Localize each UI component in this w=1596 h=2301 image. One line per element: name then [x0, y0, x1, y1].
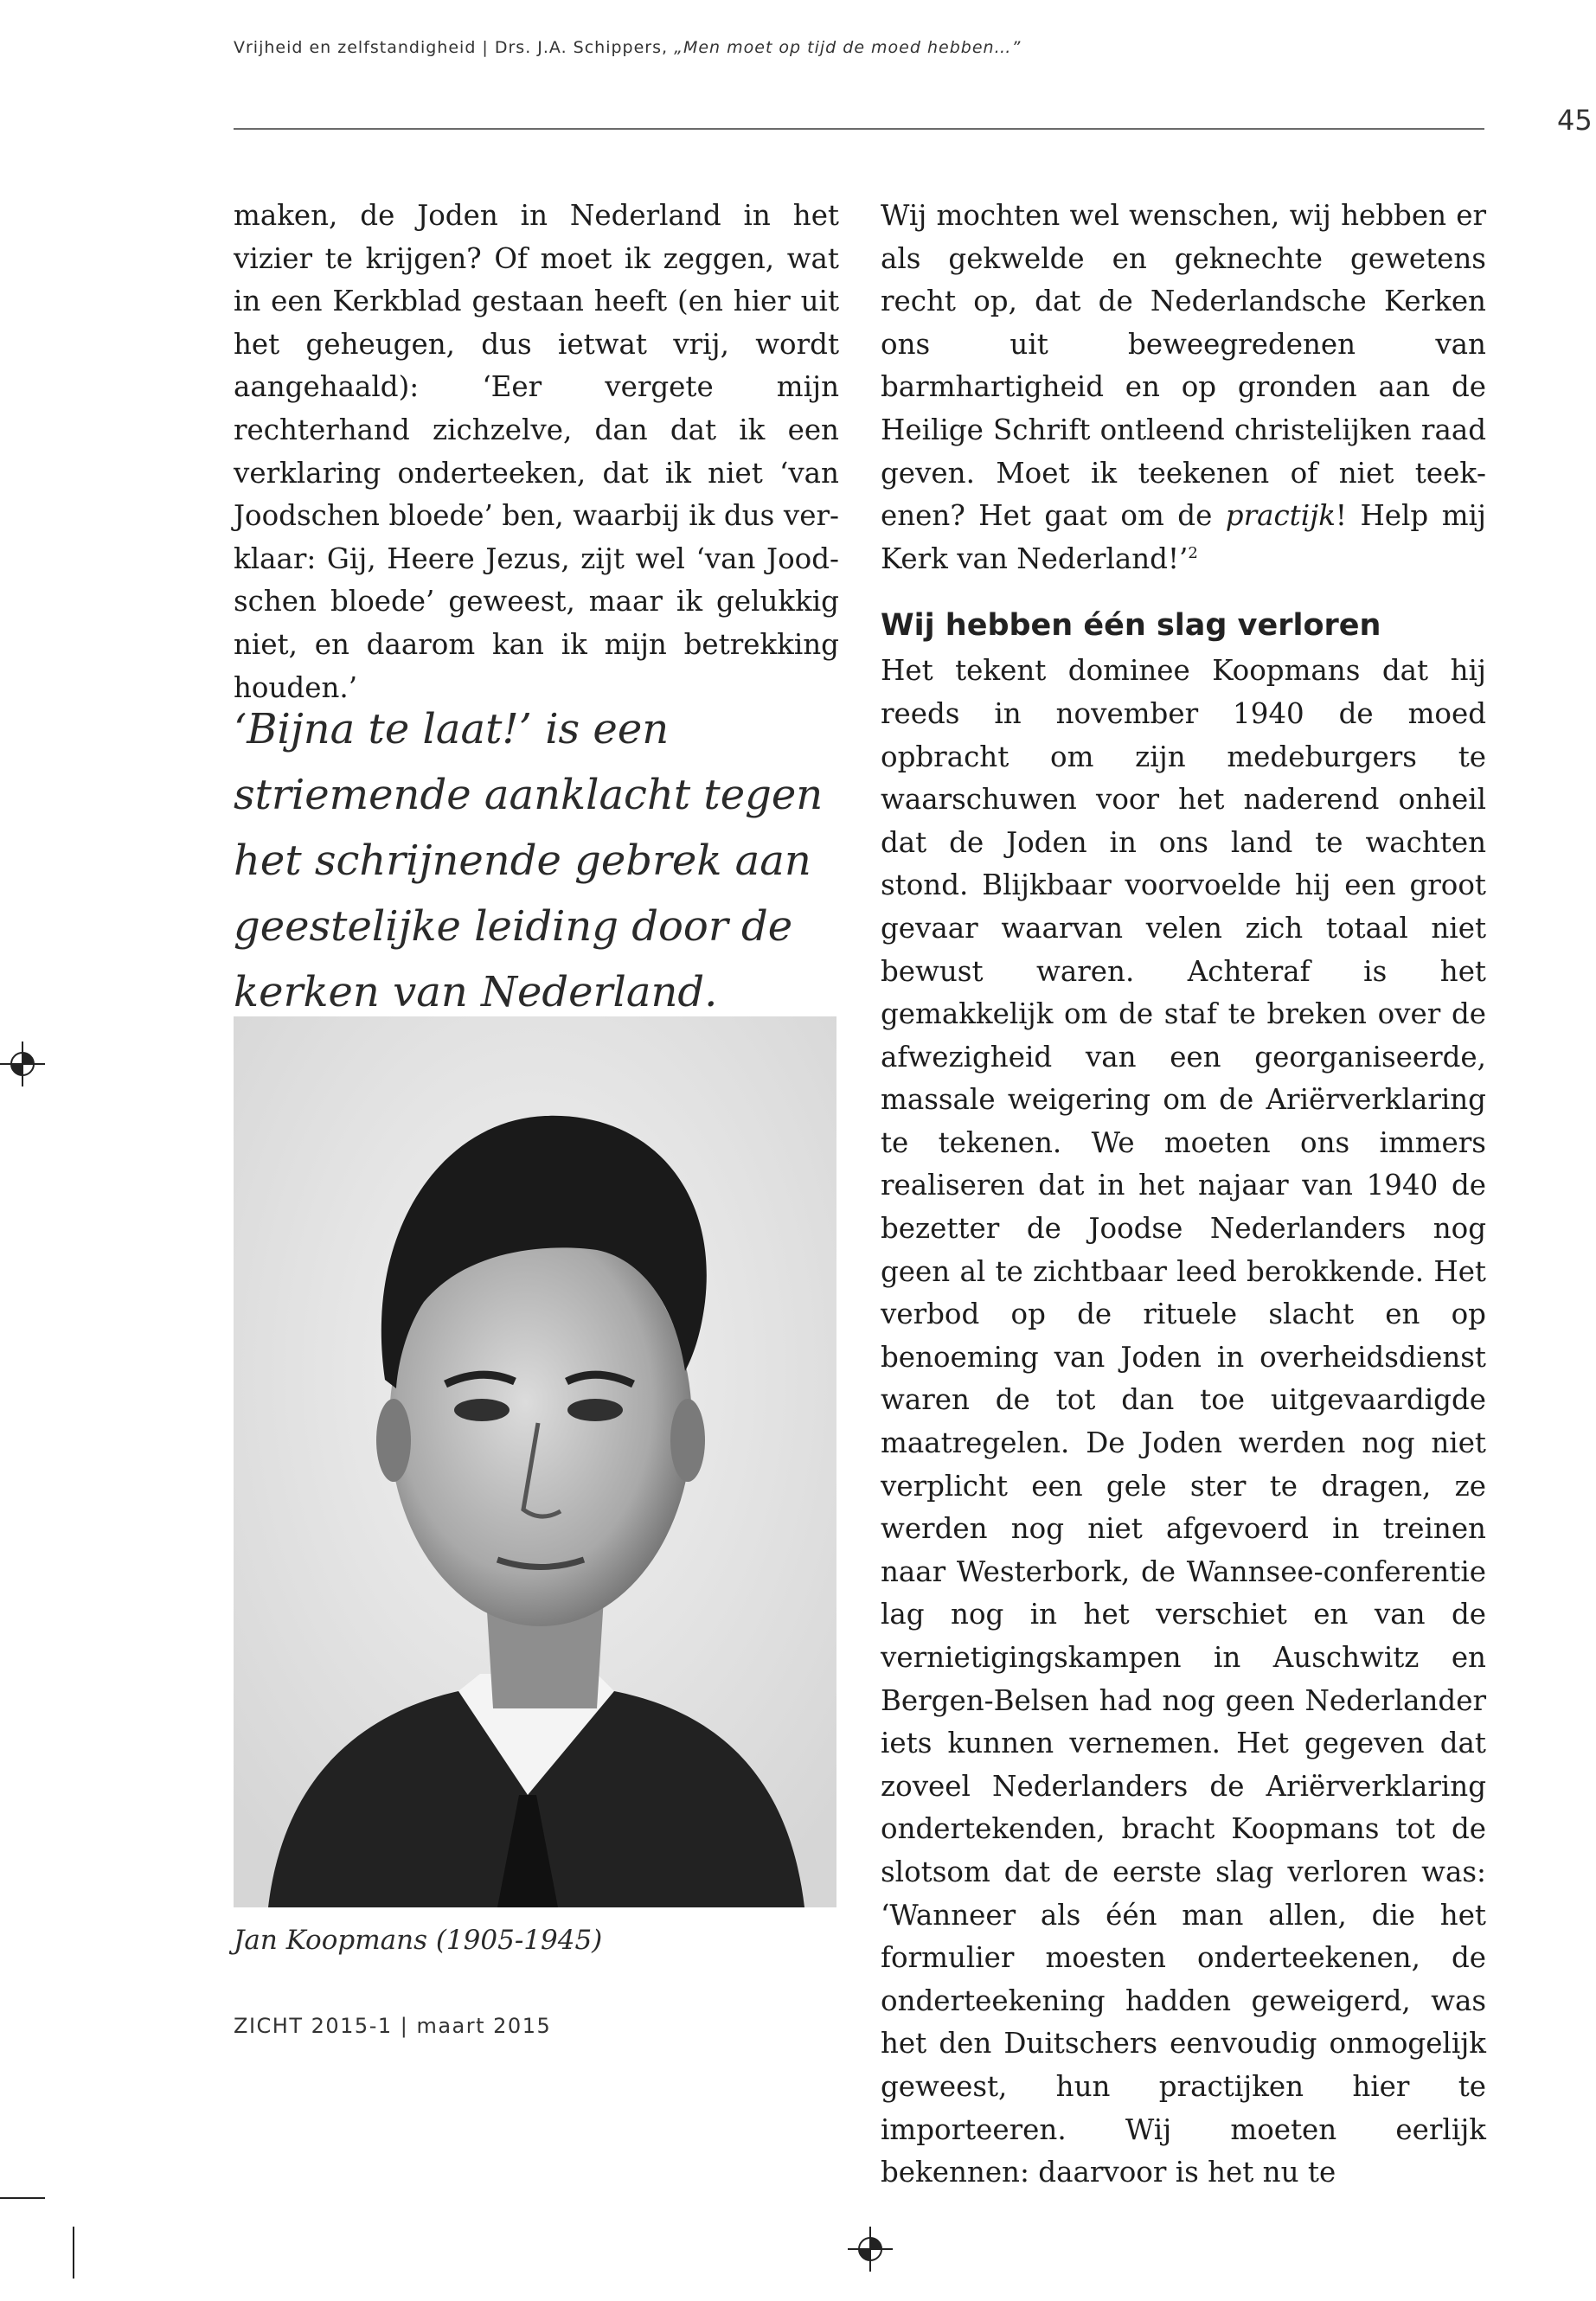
footnote-ref[interactable]: 2 — [1188, 543, 1198, 562]
left-paragraph: maken, de Joden in Nederland in het vizier te krijgen? Of moet ik zeggen, wat in een Kerkblad gestaan heeft (en hier uit het geheugen, dus ietwat vrij, wordt aangehaald): ‘Eer vergete mijn rechterhand zichzelve, dan dat ik een verklaring onderteeken, dat ik niet ‘van Joodschen bloede’ ben, waarbij ik dus verklaar: Gij, Heere Jezus, zijt wel ‘van Joodschen bloede’ geweest, maar ik gelukkig niet, en daarom kan ik mijn betrekking houden.’ — [234, 199, 839, 704]
quote-text-before: Wij mochten wel wenschen, wij hebben er als gekwelde en geknechte gewetens recht op, dat de Nederlandsche Kerken ons uit beweegredenen van barmhartigheid en op gronden aan de Heilige Schrift ontleend christelijken raad geven. Moet ik teekenen of niet teekenen? Het gaat om de — [881, 199, 1486, 533]
page-number: 45 — [1557, 104, 1593, 137]
registration-mark-icon — [848, 2227, 893, 2272]
section-heading: Wij hebben één slag verloren — [881, 608, 1381, 644]
left-column — [234, 195, 839, 709]
registration-mark-icon — [0, 1042, 45, 1086]
footer: ZICHT 2015-1 | maart 2015 — [234, 2014, 552, 2038]
right-column — [881, 195, 1486, 2195]
running-head-main: Vrijheid en zelfstandigheid | Drs. J.A. Schippers, — [234, 38, 675, 57]
portrait-photo — [234, 1016, 836, 1907]
quote-paragraph — [881, 195, 1486, 580]
crop-mark — [0, 2197, 45, 2199]
running-head-subtitle: „Men moet op tijd de moed hebben…” — [674, 38, 1022, 57]
photo-caption: Jan Koopmans (1905-1945) — [234, 1925, 603, 1956]
quote-text-after: ! Help mij Kerk van Nederland!’ — [881, 499, 1486, 575]
running-head — [234, 38, 1021, 57]
crop-mark — [73, 2227, 74, 2279]
pull-quote: ‘Bijna te laat!’ is een striemende aanklacht tegen het schrijnende gebrek aan geestelijke leiding door de kerken van Nederland. — [234, 705, 824, 1016]
portrait-illustration — [234, 1016, 836, 1907]
section-paragraph: Het tekent dominee Koopmans dat hij reeds in november 1940 de moed opbracht om zijn medeburgers te waarschuwen voor het naderend onheil dat de Joden in ons land te wachten stond. Blijkbaar voorvoelde hij een groot gevaar waarvan velen zich totaal niet bewust waren. Achteraf is het gemakkelijk om de staf te breken over de afwezigheid van een georganiseerde, massale weigering om de Ariërverklaring te tekenen. We moeten ons immers realiseren dat in het najaar van 1940 de bezetter de Joodse Nederlanders nog geen al te zichtbaar leed berokkende. Het verbod op de rituele slacht en op benoeming van Joden in overheidsdienst waren de tot dan toe uitgevaardigde maatregelen. De Joden werden nog niet verplicht een gele ster te dragen, ze werden nog niet afgevoerd in treinen naar Westerbork, de Wannsee-conferentie lag nog in het verschiet en van de vernietigingskampen in Auschwitz en Bergen-Belsen had nog geen Nederlander iets kunnen vernemen. Het gegeven dat zoveel Nederlanders de Ariërverklaring ondertekenden, bracht Koopmans tot de slotsom dat de eerste slag verloren was: ‘Wanneer als één man allen, die het formulier moesten onderteekenen, de onderteekening hadden geweigerd, was het den Duitschers eenvoudig onmogelijk geweest, hun practijken hier te importeeren. Wij moeten eerlijk bekennen: daarvoor is het nu te — [881, 654, 1486, 2189]
header-rule — [234, 128, 1484, 130]
quote-text-italic: practijk — [1225, 499, 1336, 533]
